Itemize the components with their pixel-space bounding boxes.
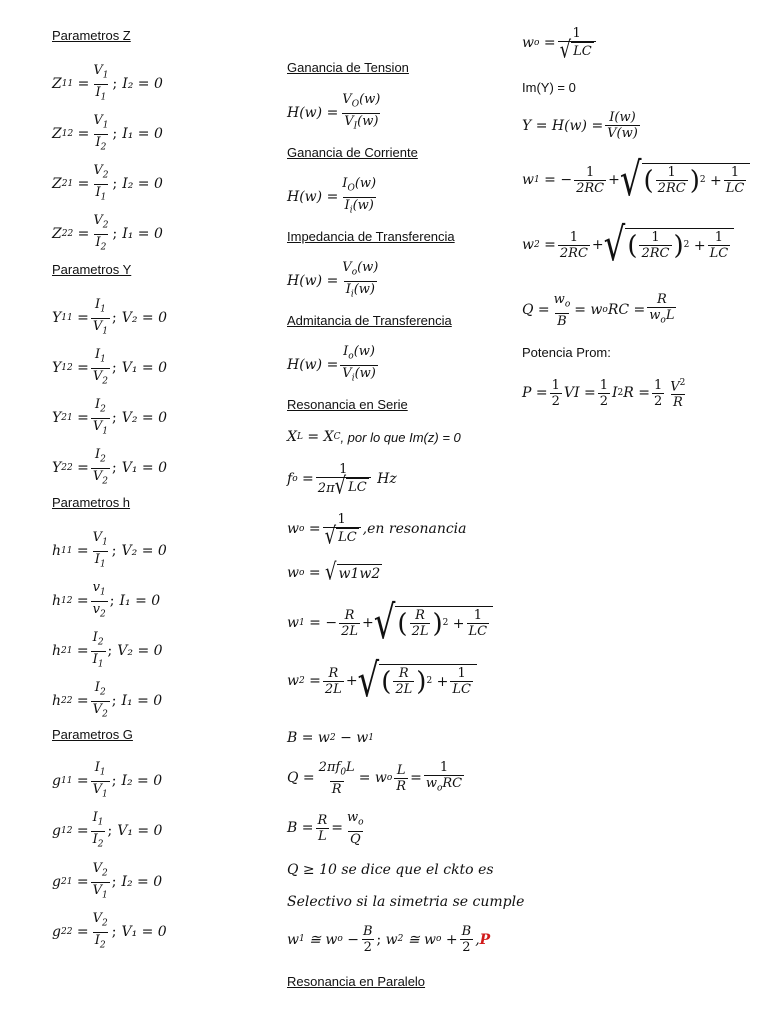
heading-resonancia-serie: Resonancia en Serie <box>287 397 408 412</box>
hz-unit: Hz <box>377 471 397 487</box>
cond-z11: I₂ = 0 <box>122 76 163 93</box>
selectivity-text: Selectivo si la simetria se cumple <box>287 894 525 910</box>
eq-w1-w2-approx: w 1 ≅ w o − $\frac{B}{2}$ ; w 2 ≅ w o + $\frac{B}{2}$ , P <box>287 924 491 955</box>
eq-g11: g 11 = $\frac{I_1}{V_1}$ ; I₂ = 0 <box>52 760 162 802</box>
heading-ganancia-corriente: Ganancia de Corriente <box>287 145 418 160</box>
cond-g22: V₁ = 0 <box>121 924 167 941</box>
eq-w2-series: w 2 = $\frac{R}{2L}$ + √ ( $\frac{R}{2L}$ ) 2 + $\frac{1}{LC}$ <box>287 664 477 698</box>
q-selectivity-text: Q ≥ 10 se dice que el ckto es <box>287 862 494 878</box>
eq-g12: g 12 = $\frac{I_1}{I_2}$ ; V₁ = 0 <box>52 810 162 852</box>
eq-h-voltage: H(w) = $\frac{V_O(w)}{V_I(w)}$ <box>287 92 384 134</box>
cond-y21: V₂ = 0 <box>121 410 167 427</box>
heading-parametros-g: Parametros G <box>52 727 133 742</box>
im-y-condition: Im(Y) = 0 <box>522 80 576 95</box>
cond-h12: I₁ = 0 <box>119 593 161 610</box>
cond-y12: V₁ = 0 <box>121 360 167 377</box>
cond-h22: I₁ = 0 <box>121 693 163 710</box>
eq-g21: g 21 = $\frac{V_2}{V_1}$ ; I₂ = 0 <box>52 861 162 903</box>
eq-bandwidth: B = w 2 − w 1 <box>287 730 374 746</box>
eq-q-parallel: Q = $\frac{w_o}{B}$ = w o RC = $\frac{R}{w_oL}$ <box>522 292 675 329</box>
eq-z11: Z 11 = $\frac{V_1}{I_1}$ ; I₂ = 0 <box>52 63 163 105</box>
eq-wo-parallel: w o = 1 √ LC <box>522 26 598 60</box>
heading-ganancia-tension: Ganancia de Tension <box>287 60 409 75</box>
eq-wo-res: w o = 1 √ LC ,en resonancia <box>287 512 467 550</box>
cond-h21: V₂ = 0 <box>117 643 163 660</box>
cond-g21: I₂ = 0 <box>121 874 163 891</box>
cond-g12: V₁ = 0 <box>117 823 163 840</box>
heading-parametros-z: Parametros Z <box>52 28 131 43</box>
eq-z22: Z 22 = $\frac{V_2}{I_2}$ ; I₁ = 0 <box>52 213 163 255</box>
eq-y22: Y 22 = $\frac{I_2}{V_2}$ ; V₁ = 0 <box>52 447 167 489</box>
cond-z12: I₁ = 0 <box>122 126 163 143</box>
eq-g22: g 22 = $\frac{V_2}{I_2}$ ; V₁ = 0 <box>52 911 167 953</box>
eq-w2-parallel: w 2 = $\frac{1}{2RC}$ + √ ( $\frac{1}{2RC}$ ) 2 + $\frac{1}{LC}$ <box>522 228 734 262</box>
eq-y21: Y 21 = $\frac{I_2}{V_1}$ ; V₂ = 0 <box>52 397 167 439</box>
cond-z22: I₁ = 0 <box>122 226 163 243</box>
eq-q-series: Q = $\frac{2\pi f_0L}{R}$ = w o $\frac{L}{R}$ = $\frac{1}{w_oRC}$ <box>287 760 463 797</box>
cond-y22: V₁ = 0 <box>121 460 167 477</box>
heading-admitancia-transferencia: Admitancia de Transferencia <box>287 313 452 328</box>
p-mark: P <box>479 931 491 948</box>
eq-h12: h 12 = $\frac{v_1}{v_2}$ ; I₁ = 0 <box>52 580 160 622</box>
eq-w1-parallel: w 1 = − $\frac{1}{2RC}$ + √ ( $\frac{1}{2RC}$ ) 2 + $\frac{1}{LC}$ <box>522 163 750 197</box>
cond-y11: V₂ = 0 <box>121 310 167 327</box>
eq-h-impedance: H(w) = $\frac{V_o(w)}{I_i(w)}$ <box>287 260 382 302</box>
heading-impedancia-transferencia: Impedancia de Transferencia <box>287 229 455 244</box>
eq-y11: Y 11 = $\frac{I_1}{V_1}$ ; V₂ = 0 <box>52 297 167 339</box>
eq-w1-series: w 1 = − $\frac{R}{2L}$ + √ ( $\frac{R}{2L}$ ) 2 + $\frac{1}{LC}$ <box>287 606 493 640</box>
eq-b-ratio: B = $\frac{R}{L}$ = $\frac{w_o}{Q}$ <box>287 810 364 847</box>
eq-h11: h 11 = $\frac{V_1}{I_1}$ ; V₂ = 0 <box>52 530 167 572</box>
eq-h21: h 21 = $\frac{I_2}{I_1}$ ; V₂ = 0 <box>52 630 163 672</box>
potencia-label: Potencia Prom: <box>522 345 611 360</box>
cond-h11: V₂ = 0 <box>121 543 167 560</box>
xl-note: , por lo que Im(z) = 0 <box>340 429 461 445</box>
heading-resonancia-paralelo: Resonancia en Paralelo <box>287 974 426 989</box>
resonance-note: ,en resonancia <box>362 521 467 537</box>
eq-h-current: H(w) = $\frac{I_O(w)}{I_i(w)}$ <box>287 176 380 218</box>
eq-y12: Y 12 = $\frac{I_1}{V_2}$ ; V₁ = 0 <box>52 347 167 389</box>
cond-g11: I₂ = 0 <box>121 773 163 790</box>
heading-parametros-y: Parametros Y <box>52 262 132 277</box>
eq-wo-sqrt: w o = √ w1w2 <box>287 558 381 586</box>
eq-fo: f o = 1 2π √ LC Hz <box>287 462 397 500</box>
eq-z21: Z 21 = $\frac{V_2}{I_1}$ ; I₂ = 0 <box>52 163 163 205</box>
eq-z12: Z 12 = $\frac{V_1}{I_2}$ ; I₁ = 0 <box>52 113 163 155</box>
eq-h-admittance: H(w) = $\frac{I_o(w)}{V_i(w)}$ <box>287 344 380 386</box>
eq-y-hw: Y = H(w) = $\frac{I(w)}{V(w)}$ <box>522 110 638 141</box>
heading-parametros-h: Parametros h <box>52 495 131 510</box>
eq-h22: h 22 = $\frac{I_2}{V_2}$ ; I₁ = 0 <box>52 680 162 722</box>
cond-z21: I₂ = 0 <box>122 176 163 193</box>
eq-xl-xc: X L = X C , por lo que Im(z) = 0 <box>287 429 461 445</box>
eq-power: P = $\frac{1}{2}$ VI = $\frac{1}{2}$ I 2 R = $\frac{1}{2}$ $\frac{V^2}{R}$ <box>522 377 686 411</box>
